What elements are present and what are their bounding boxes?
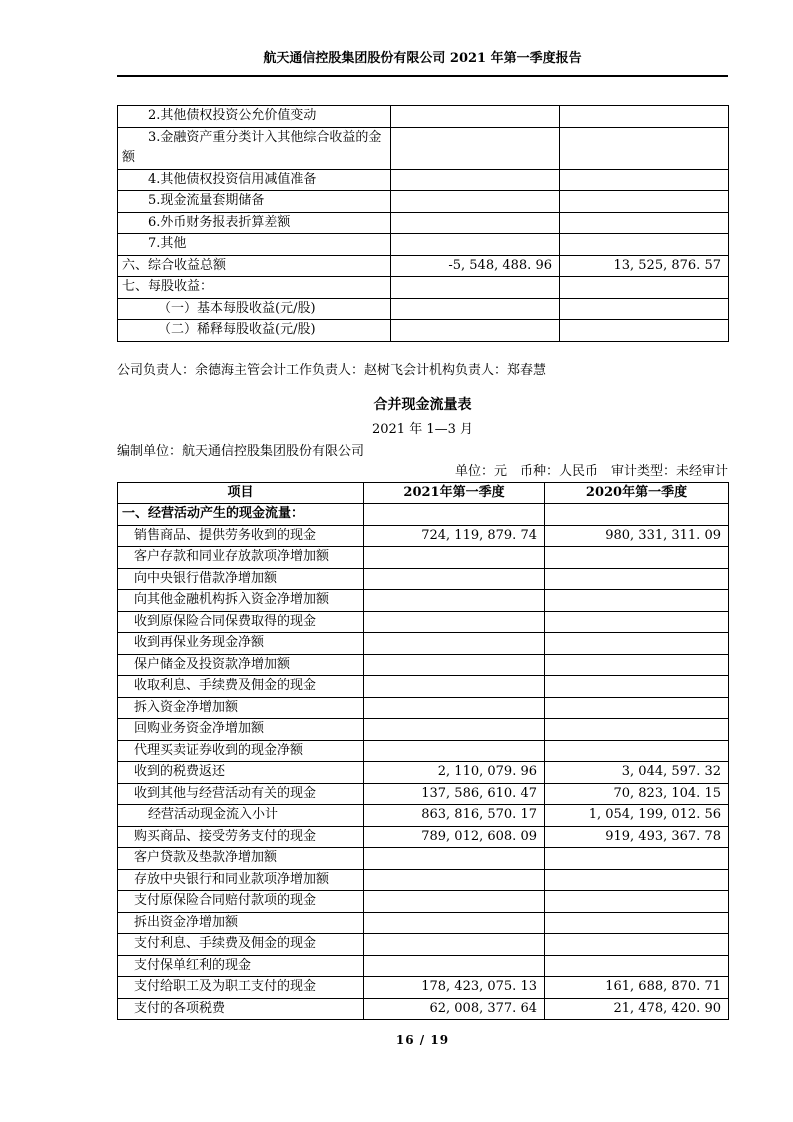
- item-cell: 向其他金融机构拆入资金净增加额: [118, 590, 364, 612]
- table-row: [118, 633, 729, 655]
- value-2021-cell: [391, 127, 560, 169]
- item-cell: 支付利息、手续费及佣金的现金: [118, 934, 364, 956]
- item-cell: 支付原保险合同赔付款项的现金: [118, 891, 364, 913]
- item-cell: （二）稀释每股收益(元/股): [118, 320, 391, 342]
- value-2020-cell: [560, 298, 729, 320]
- item-cell: 客户贷款及垫款净增加额: [118, 848, 364, 870]
- table-row: [118, 805, 729, 827]
- value-2020-cell: [560, 212, 729, 234]
- table-row: [118, 106, 729, 128]
- value-2021-cell: [364, 611, 545, 633]
- table-row: [118, 934, 729, 956]
- value-2020-cell: 980, 331, 311. 09: [545, 525, 729, 547]
- value-2020-cell: [560, 106, 729, 128]
- item-cell: 拆出资金净增加额: [118, 912, 364, 934]
- value-2021-cell: [391, 106, 560, 128]
- value-2020-cell: 13, 525, 876. 57: [560, 255, 729, 277]
- value-2021-cell: [364, 697, 545, 719]
- item-cell: 7.其他: [118, 234, 391, 256]
- item-cell: 一、经营活动产生的现金流量：: [118, 504, 364, 526]
- item-cell: 支付保单红利的现金: [118, 955, 364, 977]
- item-cell: 销售商品、提供劳务收到的现金: [118, 525, 364, 547]
- value-2021-cell: [391, 212, 560, 234]
- item-cell: 经营活动现金流入小计: [118, 805, 364, 827]
- table-row: [118, 547, 729, 569]
- header-row: [118, 482, 729, 504]
- value-2020-cell: [545, 633, 729, 655]
- value-2021-cell: [364, 869, 545, 891]
- item-cell: 七、每股收益：: [118, 277, 391, 299]
- value-2021-cell: 724, 119, 879. 74: [364, 525, 545, 547]
- table-row: [118, 320, 729, 342]
- item-cell: （一）基本每股收益(元/股): [118, 298, 391, 320]
- value-2020-cell: [545, 848, 729, 870]
- value-2020-cell: [545, 676, 729, 698]
- column-header-2021: 2021年第一季度: [364, 482, 545, 504]
- value-2020-cell: [545, 955, 729, 977]
- page-content: [117, 0, 728, 1047]
- table-row: [118, 912, 729, 934]
- value-2020-cell: [545, 547, 729, 569]
- value-2020-cell: 21, 478, 420. 90: [545, 998, 729, 1020]
- item-cell: 3.金融资产重分类计入其他综合收益的金额: [118, 127, 391, 169]
- value-2020-cell: [545, 934, 729, 956]
- item-cell: 向中央银行借款净增加额: [118, 568, 364, 590]
- item-cell: 拆入资金净增加额: [118, 697, 364, 719]
- value-2021-cell: 863, 816, 570. 17: [364, 805, 545, 827]
- statement-title: 合并现金流量表: [373, 396, 472, 413]
- value-2021-cell: 137, 586, 610. 47: [364, 783, 545, 805]
- preparer-line: 编制单位：航天通信控股集团股份有限公司: [117, 443, 365, 459]
- cash-flow-table: [117, 482, 729, 1021]
- table-row: [118, 762, 729, 784]
- value-2020-cell: [545, 891, 729, 913]
- item-cell: 代理买卖证券收到的现金净额: [118, 740, 364, 762]
- cash-flow-table-body: [118, 504, 729, 1020]
- comprehensive-income-table: [117, 105, 729, 342]
- value-2021-cell: [364, 740, 545, 762]
- value-2021-cell: [364, 654, 545, 676]
- item-cell: 存放中央银行和同业款项净增加额: [118, 869, 364, 891]
- table-row: [118, 298, 729, 320]
- table-row: [118, 234, 729, 256]
- value-2021-cell: [364, 912, 545, 934]
- value-2020-cell: [545, 912, 729, 934]
- item-cell: 保户储金及投资款净增加额: [118, 654, 364, 676]
- report-header-title: 航天通信控股集团股份有限公司 2021 年第一季度报告: [117, 50, 728, 77]
- value-2020-cell: [560, 320, 729, 342]
- value-2020-cell: [560, 127, 729, 169]
- item-cell: 支付的各项税费: [118, 998, 364, 1020]
- item-cell: 6.外币财务报表折算差额: [118, 212, 391, 234]
- table-row: [118, 848, 729, 870]
- item-cell: 2.其他债权投资公允价值变动: [118, 106, 391, 128]
- table-row: [118, 611, 729, 633]
- value-2021-cell: -5, 548, 488. 96: [391, 255, 560, 277]
- item-cell: 购买商品、接受劳务支付的现金: [118, 826, 364, 848]
- value-2021-cell: [364, 547, 545, 569]
- value-2021-cell: [391, 169, 560, 191]
- table-row: [118, 740, 729, 762]
- value-2020-cell: [560, 191, 729, 213]
- table-row: [118, 568, 729, 590]
- value-2021-cell: [364, 719, 545, 741]
- table-row: [118, 127, 729, 169]
- value-2020-cell: [545, 611, 729, 633]
- table-row: [118, 891, 729, 913]
- column-header-2020: 2020年第一季度: [545, 482, 729, 504]
- column-header-item: 项目: [118, 482, 364, 504]
- item-cell: 收到其他与经营活动有关的现金: [118, 783, 364, 805]
- item-cell: 收取利息、手续费及佣金的现金: [118, 676, 364, 698]
- comprehensive-income-table-body: [118, 106, 729, 342]
- cash-flow-table-header: [118, 482, 729, 504]
- table-row: [118, 719, 729, 741]
- value-2021-cell: 178, 423, 075. 13: [364, 977, 545, 999]
- value-2021-cell: [391, 277, 560, 299]
- item-cell: 支付给职工及为职工支付的现金: [118, 977, 364, 999]
- item-cell: 回购业务资金净增加额: [118, 719, 364, 741]
- value-2020-cell: 70, 823, 104. 15: [545, 783, 729, 805]
- table-row: [118, 525, 729, 547]
- value-2020-cell: [560, 169, 729, 191]
- value-2020-cell: [545, 740, 729, 762]
- value-2021-cell: [364, 676, 545, 698]
- value-2020-cell: 3, 044, 597. 32: [545, 762, 729, 784]
- value-2020-cell: 161, 688, 870. 71: [545, 977, 729, 999]
- value-2021-cell: [364, 955, 545, 977]
- table-row: [118, 191, 729, 213]
- table-row: [118, 169, 729, 191]
- table-row: [118, 869, 729, 891]
- value-2021-cell: [391, 320, 560, 342]
- table-row: [118, 676, 729, 698]
- item-cell: 5.现金流量套期储备: [118, 191, 391, 213]
- value-2020-cell: [545, 654, 729, 676]
- page-number: 16 / 19: [395, 1033, 450, 1047]
- value-2021-cell: [364, 934, 545, 956]
- table-row: [118, 783, 729, 805]
- value-2021-cell: [391, 234, 560, 256]
- value-2020-cell: 1, 054, 199, 012. 56: [545, 805, 729, 827]
- table-row: [118, 998, 729, 1020]
- table-row: [118, 955, 729, 977]
- value-2021-cell: [391, 191, 560, 213]
- value-2021-cell: [364, 633, 545, 655]
- value-2021-cell: 62, 008, 377. 64: [364, 998, 545, 1020]
- table-row: [118, 826, 729, 848]
- item-cell: 客户存款和同业存放款项净增加额: [118, 547, 364, 569]
- table-row: [118, 590, 729, 612]
- value-2021-cell: 2, 110, 079. 96: [364, 762, 545, 784]
- table-row: [118, 212, 729, 234]
- value-2020-cell: [545, 568, 729, 590]
- value-2020-cell: [560, 277, 729, 299]
- value-2020-cell: [545, 869, 729, 891]
- value-2021-cell: [364, 568, 545, 590]
- value-2021-cell: [364, 504, 545, 526]
- statement-period: 2021 年 1—3 月: [371, 421, 474, 437]
- item-cell: 收到原保险合同保费取得的现金: [118, 611, 364, 633]
- item-cell: 收到再保业务现金净额: [118, 633, 364, 655]
- value-2020-cell: [545, 504, 729, 526]
- value-2020-cell: [545, 719, 729, 741]
- units-currency-audit-line: 单位：元 币种：人民币 审计类型：未经审计: [454, 463, 728, 479]
- value-2020-cell: [545, 697, 729, 719]
- table-row: [118, 697, 729, 719]
- item-cell: 六、综合收益总额: [118, 255, 391, 277]
- value-2020-cell: [545, 590, 729, 612]
- table-row: [118, 255, 729, 277]
- table-row: [118, 504, 729, 526]
- value-2021-cell: [391, 298, 560, 320]
- table-row: [118, 654, 729, 676]
- table-row: [118, 277, 729, 299]
- value-2020-cell: 919, 493, 367. 78: [545, 826, 729, 848]
- signatories-line: 公司负责人：余德海主管会计工作负责人：赵树飞会计机构负责人：郑春慧: [117, 362, 547, 378]
- value-2020-cell: [560, 234, 729, 256]
- table-row: [118, 977, 729, 999]
- value-2021-cell: [364, 848, 545, 870]
- item-cell: 收到的税费返还: [118, 762, 364, 784]
- value-2021-cell: 789, 012, 608. 09: [364, 826, 545, 848]
- value-2021-cell: [364, 590, 545, 612]
- value-2021-cell: [364, 891, 545, 913]
- item-cell: 4.其他债权投资信用减值准备: [118, 169, 391, 191]
